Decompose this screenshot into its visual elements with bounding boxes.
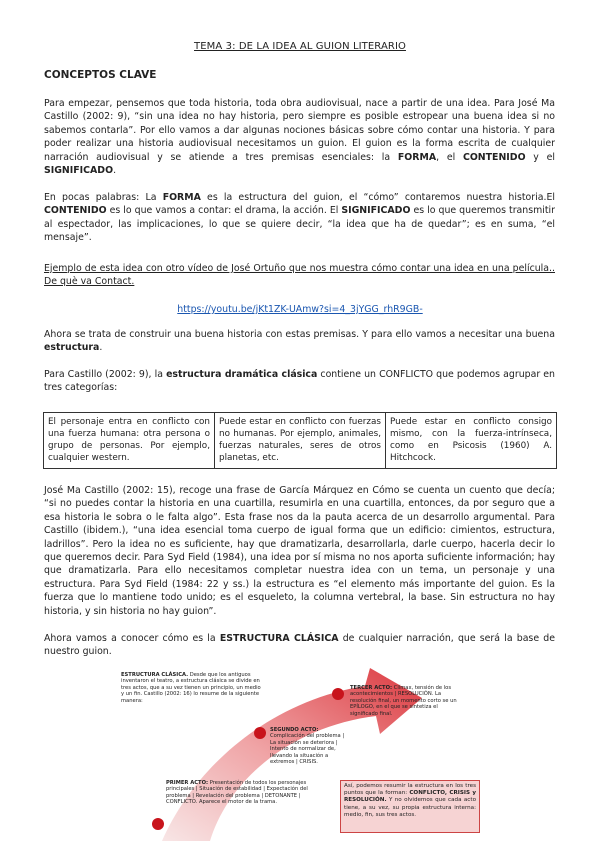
page-title: TEMA 3: DE LA IDEA AL GUION LITERARIO (194, 41, 406, 52)
diagram-first-act: PRIMER ACTO: Presentación de todos los personajes principales | Situación de estabilidad | Expectación del problema | Revelación del problema | DETONANTE | CONFLICTO. Aparece el motor de la trama. (166, 780, 308, 806)
act-dot-second (254, 727, 266, 739)
paragraph-structure: Ahora se trata de construir una buena historia con estas premisas. Y para ello vamos a necesitar una buena estructura. (44, 329, 555, 354)
video-link[interactable]: https://youtu.be/jKt1ZK-UAmw?si=4_3jYGG_rhR9GB- (177, 304, 423, 315)
paragraph-classic-structure: Ahora vamos a conocer cómo es la ESTRUCTURA CLÁSICA de cualquier narración, que será la base de nuestro guion. (44, 633, 555, 658)
conflict-table (43, 412, 557, 469)
diagram-structure-text: ESTRUCTURA CLÁSICA. Desde que los antiguos inventaron el teatro, a estructura clásica se divide en tres actos, que a su vez tienen un principio, un medio y un fin. Castillo (2002: 16) lo resume de la siguiente manera: (121, 672, 261, 704)
act-dot-third (332, 688, 344, 700)
paragraph-development: José Ma Castillo (2002: 15), recoge una frase de García Márquez en Cómo se cuenta un cuento que decía; “si no puedes contar la historia en una cuartilla, resumirla en una cuartilla, entonces, da por seguro que a esa historia le sobra o le falta algo”. Esta frase nos da la pauta acerca de un desarrollo argumental. Para Castillo (ibidem.), “una idea esencial toma cuerpo de igual forma que un edificio: cimientos, estructura, ladrillos”. Pero la idea no es suficiente, hay que dramatizarla, desarrollarla, darle cuerpo, hacerla decir lo que queremos decir. Para Syd Field (1984), una idea por sí misma no nos aporta suficiente información; hay que dramatizarla. Para ello necesitamos completar nuestra idea con un tema, un personaje y una estructura. Para Syd Field (1984: 22 y ss.) la estructura es “el elemento más importante del guion. Es la fuerza que lo mantiene todo unido; es el esqueleto, la columna vertebral, la base. Sin estructura no hay historia, y sin historia no hay guion”. (44, 485, 555, 617)
paragraph-classic: Para Castillo (2002: 9), la estructura dramática clásica contiene un CONFLICTO que podemos agrupar en tres categorías: (44, 369, 555, 394)
paragraph-definitions: En pocas palabras: La FORMA es la estructura del guion, el “cómo” contaremos nuestra historia.El CONTENIDO es lo que vamos a contar: el drama, la acción. El SIGNIFICADO es lo que queremos transmitir al espectador, las implicaciones, lo que se quiere decir, “la idea que ha de quedar”; es en suma, “el mensaje”. (44, 192, 555, 244)
example-paragraph: Ejemplo de esta idea con otro vídeo de José Ortuño que nos muestra cómo contar una idea en una película.. De què va Contact. (44, 263, 555, 288)
paragraph-intro: Para empezar, pensemos que toda historia, toda obra audiovisual, nace a partir de una idea. Para José Ma Castillo (2002: 9), “sin una idea no hay historia, pero siempre es posible estropear una buena idea si no sabemos contarla”. Por ello vamos a dar algunas nociones básicas sobre cómo contar una historia. Y para poder realizar una historia audiovisual necesitamos un guion. El guion es la forma escrita de cualquier narración audiovisual y se atiende a tres premisas esenciales: la FORMA, el CONTENIDO y el SIGNIFICADO. (44, 98, 555, 177)
section-heading: CONCEPTOS CLAVE (44, 69, 157, 81)
diagram-third-act: TERCER ACTO: Clímax, tensión de los acontecimientos | RESOLUCIÓN. La resolución final, un momento corto se un EPÍLOGO, en el que se sintetiza el significado final. (350, 685, 457, 717)
diagram-summary-box: Así, podemos resumir la estructura en los tres puntos que la forman: CONFLICTO, CRISIS y RESOLUCIÓN. Y no olvidemos que cada acto tiene, a su vez, su propia estructura interna: medio, fin, sus tres actos. (340, 780, 480, 833)
table-row (44, 413, 557, 469)
table-cell: El personaje entra en conflicto con una fuerza humana: otra persona o grupo de personas. Por ejemplo, cualquier western. (44, 413, 215, 469)
diagram-second-act: SEGUNDO ACTO: Complicación del problema | La situación se deteriora | Intento de normalizar de, llevando la situación a extremos | CRISIS. (270, 727, 345, 766)
table-cell: Puede estar en conflicto consigo mismo, con la fuerza-intrínseca, como en Psicosis (1960) A. Hitchcock. (386, 413, 557, 469)
act-dot-first (152, 818, 164, 830)
table-cell: Puede estar en conflicto con fuerzas no humanas. Por ejemplo, animales, fuerzas naturales, seres de otros planetas, etc. (215, 413, 386, 469)
